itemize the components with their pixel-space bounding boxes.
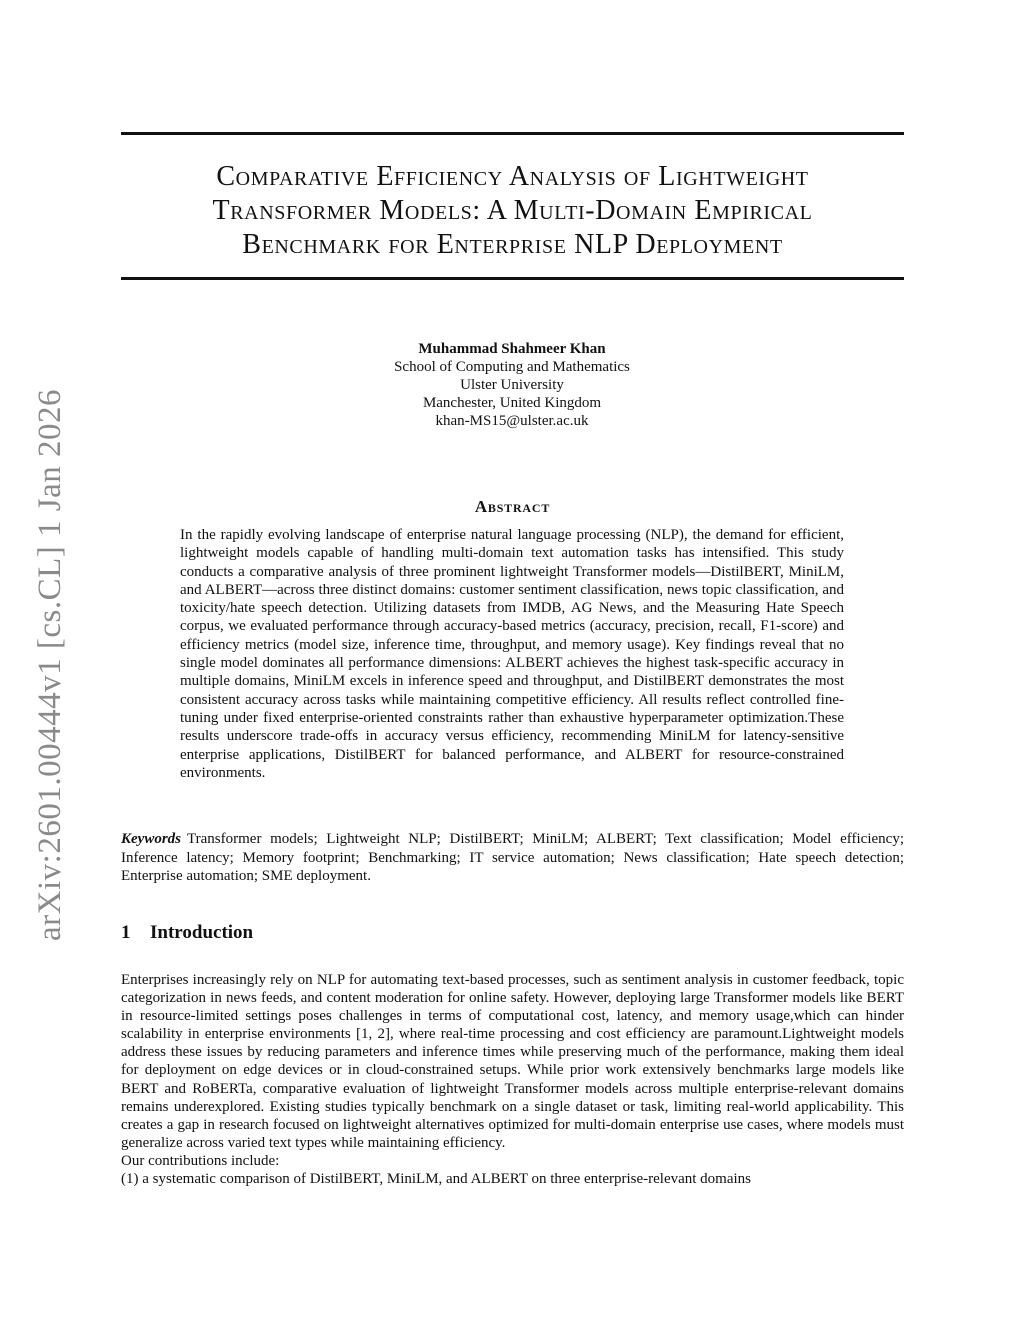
title-line-1: Comparative Efficiency Analysis of Lightweight — [216, 161, 809, 192]
author-location: Manchester, United Kingdom — [422, 395, 602, 411]
author-university: Ulster University — [460, 377, 564, 393]
arxiv-identifier: arXiv:2601.00444v1 [cs.CL] 1 Jan 2026 — [32, 389, 68, 941]
author-school: School of Computing and Mathematics — [394, 359, 630, 375]
title-line-3: Benchmark for Enterprise NLP Deployment — [242, 229, 783, 260]
paper-title — [121, 160, 904, 262]
contributions-intro: Our contributions include: — [121, 1152, 280, 1169]
keywords-block — [121, 830, 904, 886]
contribution-item-1: (1) a systematic comparison of DistilBERT, MiniLM, and ALBERT on three enterprise-relevant domains — [121, 1171, 752, 1188]
section-title: Introduction — [150, 922, 254, 943]
introduction-body — [121, 971, 904, 1188]
section-number: 1 — [121, 922, 131, 943]
title-rule-bottom — [121, 277, 904, 280]
keywords-text: Transformer models; Lightweight NLP; DistilBERT; MiniLM; ALBERT; Text classification; Model efficiency; Inference latency; Memory footprint; Benchmarking; IT service automation; News classification; Hate speech detection; Enterprise automation; SME deployment. — [121, 831, 904, 884]
intro-paragraph: Enterprises increasingly rely on NLP for automating text-based processes, such as sentiment analysis in customer feedback, topic categorization in news feeds, and content moderation for online safety. However, deploying large Transformer models like BERT in resource-limited settings poses challenges in terms of computational cost, latency, and memory usage,which can hinder scalability in enterprise environments [1, 2], where real-time processing and cost efficiency are paramount.Lightweight models address these issues by reducing parameters and inference times while preserving much of the performance, making them ideal for deployment on edge devices or in cloud-constrained setups. While prior work extensively benchmarks large models like BERT and RoBERTa, comparative evaluation of lightweight Transformer models across multiple enterprise-relevant domains remains underexplored. Existing studies typically benchmark on a single dataset or task, limiting real-world applicability. This creates a gap in research focused on lightweight alternatives optimized for multi-domain enterprise use cases, where models must generalize across varied text types while maintaining efficiency. — [121, 972, 904, 1151]
abstract-heading: Abstract — [474, 497, 551, 516]
section-heading-introduction — [121, 922, 253, 944]
author-block — [262, 340, 762, 430]
author-email: khan-MS15@ulster.ac.uk — [435, 413, 589, 429]
abstract-text: In the rapidly evolving landscape of enterprise natural language processing (NLP), the demand for efficient, lightweight models capable of handling multi-domain text automation tasks has intensified. This study conducts a comparative analysis of three prominent lightweight Transformer models—DistilBERT, MiniLM, and ALBERT—across three distinct domains: customer sentiment classification, news topic classification, and toxicity/hate speech detection. Utilizing datasets from IMDB, AG News, and the Measuring Hate Speech corpus, we evaluated performance through accuracy-based metrics (accuracy, precision, recall, F1-score) and efficiency metrics (model size, inference time, throughput, and memory usage). Key findings reveal that no single model dominates all performance dimensions: ALBERT achieves the highest task-specific accuracy in multiple domains, MiniLM excels in inference speed and throughput, and DistilBERT demonstrates the most consistent accuracy across tasks while maintaining competitive efficiency. All results reflect controlled fine-tuning under fixed enterprise-oriented constraints rather than exhaustive hyperparameter optimization.These results underscore trade-offs in accuracy versus efficiency, recommending MiniLM for latency-sensitive enterprise applications, DistilBERT for balanced performance, and ALBERT for resource-constrained environments. — [180, 527, 844, 781]
title-line-2: Transformer Models: A Multi-Domain Empirical — [212, 195, 813, 226]
title-rule-top — [121, 132, 904, 135]
author-name: Muhammad Shahmeer Khan — [418, 341, 606, 357]
keywords-label: Keywords — [121, 831, 181, 847]
